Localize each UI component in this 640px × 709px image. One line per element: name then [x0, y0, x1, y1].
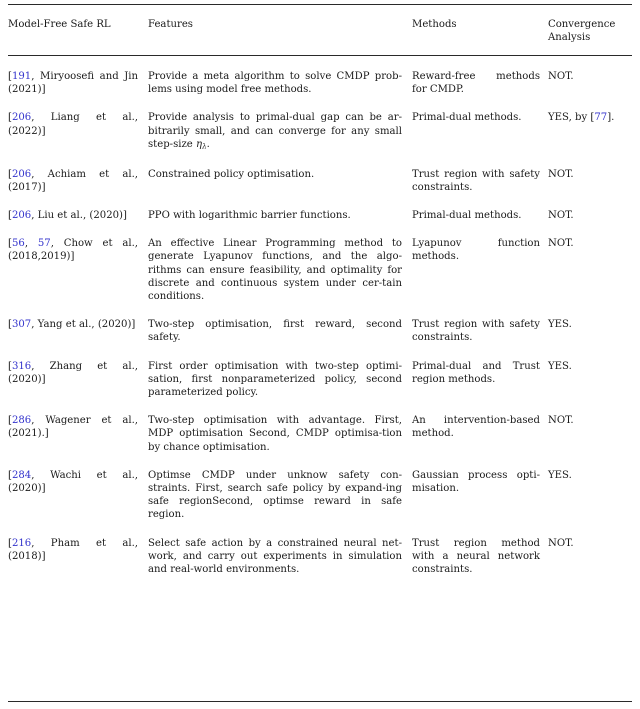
- table-body-block: [0, 70, 640, 576]
- bracket-close: ]: [41, 483, 46, 495]
- reference-text: Wachi et al.,(2020): [8, 469, 139, 495]
- cell-reference: [8, 70, 148, 111]
- table-row: [8, 414, 632, 469]
- cell-features: Select safe action by a constrained neural net-work, and carry out experiments in simulation and real-world environments.: [148, 537, 402, 576]
- cell-features: An effective Linear Programming method to generate Lyapunov functions, and the algo-rithms can ensure feasibility, and optimality for discrete and continuous system under cer-tain conditions.: [148, 238, 402, 303]
- cell-reference: [8, 209, 148, 237]
- cell-convergence: NOT.: [548, 168, 574, 180]
- citation-link[interactable]: 206: [11, 112, 32, 124]
- cell-convergence: [548, 111, 632, 167]
- citation-separator: ,: [50, 238, 64, 250]
- cell-reference: [8, 168, 148, 209]
- cell-methods: Gaussian process opti-misation.: [412, 469, 540, 495]
- bracket-open: [: [8, 238, 12, 250]
- table-header-block: [0, 18, 640, 45]
- cell-methods: Lyapunov function methods.: [412, 238, 540, 263]
- citation-link[interactable]: 284: [11, 469, 32, 481]
- cell-convergence: YES.: [548, 319, 572, 331]
- column-header-features: Features: [148, 19, 193, 30]
- cell-convergence: YES.: [548, 469, 572, 481]
- features-text-part2: .: [206, 138, 210, 150]
- column-header-convergence-line2: Analysis: [548, 32, 591, 44]
- reference-text: Yang et al., (2020): [37, 319, 132, 331]
- column-header-convergence-analysis: [548, 18, 632, 45]
- cell-convergence: NOT.: [548, 415, 574, 427]
- convergence-prefix: YES, by [: [548, 112, 595, 124]
- math-eta-symbol: η: [196, 138, 203, 150]
- bracket-open: [: [8, 360, 12, 372]
- bracket-close: ]: [41, 550, 46, 562]
- citation-link[interactable]: 56: [11, 238, 25, 250]
- cell-reference: [8, 318, 148, 359]
- citation-separator: ,: [31, 469, 51, 481]
- cell-methods: Reward-free methods for CMDP.: [412, 71, 540, 96]
- header-row: [8, 18, 632, 45]
- table-top-rule: [8, 4, 632, 5]
- table-body: [8, 70, 632, 576]
- bracket-close: ]: [41, 181, 46, 193]
- bracket-open: [: [8, 537, 12, 549]
- cell-reference: [8, 111, 148, 167]
- bracket-open: [: [8, 319, 12, 331]
- reference-text: Miryoosefi and Jin (2021): [8, 71, 138, 96]
- bracket-open: [: [8, 168, 12, 180]
- cell-methods: Trust region with safety constraints.: [412, 319, 540, 344]
- bracket-close: ]: [41, 125, 46, 137]
- cell-reference: [8, 469, 148, 537]
- cell-features: Constrained policy optimisation.: [148, 168, 315, 180]
- citation-separator: ,: [31, 319, 38, 331]
- citation-link[interactable]: 286: [11, 415, 32, 427]
- table-header: [8, 18, 632, 45]
- table-row: [8, 237, 632, 318]
- bracket-open: [: [8, 210, 12, 222]
- cell-features: PPO with logarithmic barrier functions.: [148, 210, 351, 222]
- cell-methods: An intervention-based method.: [412, 415, 540, 440]
- bracket-close: ]: [41, 84, 46, 96]
- cell-features: [148, 111, 412, 167]
- cell-features: Optimse CMDP under unknow safety con-straints. First, search safe policy by expand-ing safe regionSecond, optimse reward in safe region.: [148, 469, 402, 521]
- math-lambda-subscript: λ: [202, 141, 207, 151]
- reference-text: Chow et al., (2018,2019): [8, 238, 138, 263]
- cell-methods: Primal-dual and Trust region methods.: [412, 360, 540, 385]
- cell-convergence: NOT.: [548, 210, 574, 222]
- cell-methods: Primal-dual methods.: [412, 112, 522, 124]
- cell-reference: [8, 537, 148, 577]
- citation-separator: ,: [31, 360, 50, 372]
- citation-separator: ,: [24, 238, 38, 250]
- cell-features: Provide a meta algorithm to solve CMDP prob-lems using model free methods.: [148, 71, 402, 96]
- cell-convergence: NOT.: [548, 238, 574, 250]
- table-row: [8, 469, 632, 537]
- cell-methods: Primal-dual methods.: [412, 210, 522, 222]
- citation-separator: ,: [31, 537, 51, 549]
- cell-reference: [8, 360, 148, 415]
- citation-link[interactable]: 307: [11, 319, 32, 331]
- citation-link[interactable]: 57: [37, 238, 51, 250]
- bracket-open: [: [8, 415, 12, 427]
- cell-convergence: NOT.: [548, 71, 574, 82]
- bracket-open: [: [8, 112, 12, 124]
- citation-link[interactable]: 316: [11, 360, 32, 372]
- table-bottom-rule: [8, 701, 632, 702]
- reference-text: Liu et al., (2020): [37, 210, 123, 222]
- column-header-convergence-line1: Convergence: [548, 19, 616, 30]
- cell-features: Two-step optimisation with advantage. First, MDP optimisation Second, CMDP optimisa-tion by chance optimisation.: [148, 415, 402, 453]
- bracket-open: [: [8, 469, 12, 481]
- citation-separator: ,: [31, 210, 38, 222]
- table-row: [8, 168, 632, 209]
- reference-text: Achiam et al., (2017): [8, 168, 139, 193]
- bracket-close: ]: [44, 428, 49, 440]
- citation-link[interactable]: 191: [11, 71, 32, 82]
- column-header-model-free-safe-rl: Model-Free Safe RL: [8, 19, 111, 30]
- cell-features: First order optimisation with two-step optimi-sation, first nonparameterized policy, second parameterized policy.: [148, 360, 402, 399]
- table-header-rule: [8, 55, 632, 56]
- citation-separator: ,: [31, 415, 46, 427]
- reference-text: Liang et al., (2022): [8, 112, 138, 137]
- convergence-suffix: ].: [607, 112, 615, 124]
- cell-convergence: YES.: [548, 360, 572, 372]
- table-body-rows: [8, 70, 632, 576]
- features-text-part1: Provide analysis to primal-dual gap can be ar-bitrarily small, and can converge for any small step-size: [148, 112, 402, 150]
- reference-text: Pham et al., (2018): [8, 537, 139, 562]
- citation-link[interactable]: 77: [594, 112, 608, 124]
- bracket-close: ]: [131, 319, 136, 331]
- table-row: [8, 537, 632, 577]
- citation-separator: ,: [31, 112, 51, 124]
- cell-convergence: NOT.: [548, 537, 574, 549]
- citation-link[interactable]: 216: [11, 537, 32, 549]
- cell-features: Two-step optimisation, first reward, second safety.: [148, 319, 402, 344]
- reference-text: Zhang et al.,(2020): [8, 360, 139, 385]
- bracket-close: ]: [70, 251, 75, 263]
- table-row: [8, 209, 632, 237]
- citation-separator: ,: [31, 168, 48, 180]
- table-row: [8, 360, 632, 415]
- cell-reference: [8, 237, 148, 318]
- reference-text: Wagener et al., (2021).: [8, 415, 139, 440]
- cell-methods: Trust region method with a neural network constraints.: [412, 537, 540, 576]
- table-row: [8, 70, 632, 111]
- bracket-close: ]: [41, 373, 46, 385]
- table-row: [8, 318, 632, 359]
- cell-reference: [8, 414, 148, 469]
- table-row: [8, 111, 632, 167]
- bracket-open: [: [8, 71, 12, 82]
- cell-methods: Trust region with safety constraints.: [412, 168, 540, 193]
- citation-link[interactable]: 206: [11, 210, 32, 222]
- bracket-close: ]: [122, 210, 127, 222]
- citation-link[interactable]: 206: [11, 168, 32, 180]
- column-header-methods: Methods: [412, 19, 457, 30]
- citation-separator: ,: [31, 71, 40, 82]
